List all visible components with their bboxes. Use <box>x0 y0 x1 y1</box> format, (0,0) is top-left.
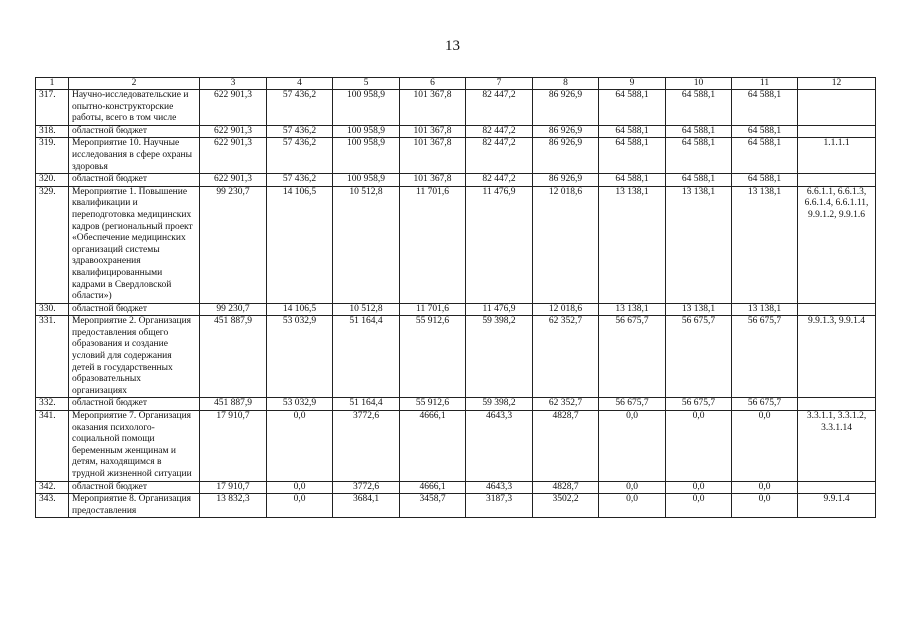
value-cell: 62 352,7 <box>533 316 599 398</box>
value-cell: 59 398,2 <box>466 316 533 398</box>
value-cell: 57 436,2 <box>267 138 333 174</box>
value-cell: 55 912,6 <box>400 316 466 398</box>
value-cell: 13 138,1 <box>732 303 798 316</box>
target-code-cell <box>798 90 876 126</box>
value-cell: 57 436,2 <box>267 90 333 126</box>
table-row <box>36 411 876 482</box>
value-cell: 3187,3 <box>466 494 533 518</box>
value-cell: 59 398,2 <box>466 398 533 411</box>
value-cell: 4666,1 <box>400 411 466 482</box>
value-cell: 100 958,9 <box>333 174 400 187</box>
value-cell: 3458,7 <box>400 494 466 518</box>
row-name-cell: областной бюджет <box>69 125 200 138</box>
target-code-cell: 6.6.1.1, 6.6.1.3, 6.6.1.4, 6.6.1.11, 9.9.1.2, 9.9.1.6 <box>798 186 876 303</box>
value-cell: 14 106,5 <box>267 303 333 316</box>
value-cell: 64 588,1 <box>666 90 732 126</box>
target-code-cell: 9.9.1.3, 9.9.1.4 <box>798 316 876 398</box>
value-cell: 86 926,9 <box>533 138 599 174</box>
value-cell: 56 675,7 <box>666 316 732 398</box>
row-number-cell: 332. <box>36 398 69 411</box>
value-cell: 0,0 <box>599 481 666 494</box>
column-number-header: 6 <box>400 78 466 90</box>
value-cell: 13 138,1 <box>599 303 666 316</box>
row-name-cell: Мероприятие 8. Организация предоставления <box>69 494 200 518</box>
value-cell: 82 447,2 <box>466 138 533 174</box>
table-row <box>36 174 876 187</box>
table-row <box>36 494 876 518</box>
value-cell: 3772,6 <box>333 481 400 494</box>
row-name-cell: областной бюджет <box>69 398 200 411</box>
value-cell: 13 138,1 <box>599 186 666 303</box>
value-cell: 3772,6 <box>333 411 400 482</box>
target-code-cell <box>798 398 876 411</box>
value-cell: 13 138,1 <box>666 303 732 316</box>
value-cell: 64 588,1 <box>599 90 666 126</box>
column-number-row <box>36 78 876 90</box>
value-cell: 101 367,8 <box>400 125 466 138</box>
value-cell: 101 367,8 <box>400 90 466 126</box>
value-cell: 17 910,7 <box>200 481 267 494</box>
value-cell: 64 588,1 <box>666 125 732 138</box>
value-cell: 64 588,1 <box>732 138 798 174</box>
value-cell: 64 588,1 <box>732 174 798 187</box>
value-cell: 62 352,7 <box>533 398 599 411</box>
value-cell: 10 512,8 <box>333 303 400 316</box>
value-cell: 86 926,9 <box>533 174 599 187</box>
value-cell: 56 675,7 <box>599 316 666 398</box>
value-cell: 11 701,6 <box>400 186 466 303</box>
page-number: 13 <box>445 38 460 54</box>
value-cell: 11 701,6 <box>400 303 466 316</box>
table-row <box>36 316 876 398</box>
row-name-cell: Мероприятие 7. Организация оказания психолого-социальной помощи беременным женщинам и детям, находящимся в трудной жизненной ситуации <box>69 411 200 482</box>
value-cell: 0,0 <box>267 494 333 518</box>
value-cell: 622 901,3 <box>200 125 267 138</box>
value-cell: 13 138,1 <box>666 186 732 303</box>
row-number-cell: 343. <box>36 494 69 518</box>
value-cell: 64 588,1 <box>732 125 798 138</box>
value-cell: 0,0 <box>599 411 666 482</box>
value-cell: 3502,2 <box>533 494 599 518</box>
value-cell: 53 032,9 <box>267 316 333 398</box>
table-row <box>36 125 876 138</box>
value-cell: 56 675,7 <box>599 398 666 411</box>
value-cell: 51 164,4 <box>333 316 400 398</box>
value-cell: 4666,1 <box>400 481 466 494</box>
value-cell: 622 901,3 <box>200 90 267 126</box>
value-cell: 51 164,4 <box>333 398 400 411</box>
target-code-cell: 1.1.1.1 <box>798 138 876 174</box>
value-cell: 4828,7 <box>533 411 599 482</box>
row-number-cell: 329. <box>36 186 69 303</box>
column-number-header: 12 <box>798 78 876 90</box>
value-cell: 0,0 <box>666 411 732 482</box>
value-cell: 3684,1 <box>333 494 400 518</box>
target-code-cell: 3.3.1.1, 3.3.1.2, 3.3.1.14 <box>798 411 876 482</box>
target-code-cell <box>798 174 876 187</box>
value-cell: 53 032,9 <box>267 398 333 411</box>
value-cell: 56 675,7 <box>666 398 732 411</box>
value-cell: 12 018,6 <box>533 186 599 303</box>
column-number-header: 11 <box>732 78 798 90</box>
column-number-header: 10 <box>666 78 732 90</box>
value-cell: 64 588,1 <box>732 90 798 126</box>
row-name-cell: Мероприятие 2. Организация предоставления общего образования и создание условий для содержания детей в государственных образовательных организациях <box>69 316 200 398</box>
value-cell: 0,0 <box>732 494 798 518</box>
target-code-cell <box>798 481 876 494</box>
value-cell: 64 588,1 <box>666 138 732 174</box>
value-cell: 4643,3 <box>466 481 533 494</box>
value-cell: 57 436,2 <box>267 125 333 138</box>
table-body <box>36 90 876 518</box>
value-cell: 56 675,7 <box>732 316 798 398</box>
row-number-cell: 320. <box>36 174 69 187</box>
value-cell: 451 887,9 <box>200 398 267 411</box>
value-cell: 64 588,1 <box>666 174 732 187</box>
budget-table <box>35 77 876 518</box>
value-cell: 99 230,7 <box>200 303 267 316</box>
value-cell: 14 106,5 <box>267 186 333 303</box>
value-cell: 13 832,3 <box>200 494 267 518</box>
row-number-cell: 342. <box>36 481 69 494</box>
value-cell: 64 588,1 <box>599 138 666 174</box>
value-cell: 0,0 <box>267 481 333 494</box>
column-number-header: 4 <box>267 78 333 90</box>
value-cell: 55 912,6 <box>400 398 466 411</box>
row-number-cell: 341. <box>36 411 69 482</box>
target-code-cell <box>798 125 876 138</box>
column-number-header: 3 <box>200 78 267 90</box>
value-cell: 86 926,9 <box>533 90 599 126</box>
column-number-header: 5 <box>333 78 400 90</box>
row-number-cell: 319. <box>36 138 69 174</box>
value-cell: 13 138,1 <box>732 186 798 303</box>
value-cell: 100 958,9 <box>333 90 400 126</box>
value-cell: 622 901,3 <box>200 138 267 174</box>
value-cell: 0,0 <box>666 481 732 494</box>
row-name-cell: областной бюджет <box>69 481 200 494</box>
row-name-cell: областной бюджет <box>69 303 200 316</box>
table-row <box>36 398 876 411</box>
row-name-cell: Мероприятие 1. Повышение квалификации и переподготовка медицинских кадров (региональный проект «Обеспечение медицинских организаций системы здравоохранения квалифицированными кадрами в Свердловской области») <box>69 186 200 303</box>
column-number-header: 7 <box>466 78 533 90</box>
value-cell: 57 436,2 <box>267 174 333 187</box>
target-code-cell: 9.9.1.4 <box>798 494 876 518</box>
value-cell: 101 367,8 <box>400 174 466 187</box>
value-cell: 82 447,2 <box>466 90 533 126</box>
value-cell: 0,0 <box>666 494 732 518</box>
value-cell: 0,0 <box>267 411 333 482</box>
value-cell: 451 887,9 <box>200 316 267 398</box>
row-number-cell: 330. <box>36 303 69 316</box>
row-name-cell: Научно-исследовательские и опытно-конструкторские работы, всего в том числе <box>69 90 200 126</box>
value-cell: 100 958,9 <box>333 138 400 174</box>
value-cell: 622 901,3 <box>200 174 267 187</box>
target-code-cell <box>798 303 876 316</box>
value-cell: 82 447,2 <box>466 125 533 138</box>
value-cell: 4643,3 <box>466 411 533 482</box>
value-cell: 4828,7 <box>533 481 599 494</box>
row-name-cell: областной бюджет <box>69 174 200 187</box>
value-cell: 0,0 <box>732 411 798 482</box>
value-cell: 10 512,8 <box>333 186 400 303</box>
column-number-header: 9 <box>599 78 666 90</box>
value-cell: 11 476,9 <box>466 303 533 316</box>
table-row <box>36 138 876 174</box>
value-cell: 86 926,9 <box>533 125 599 138</box>
value-cell: 99 230,7 <box>200 186 267 303</box>
value-cell: 0,0 <box>599 494 666 518</box>
value-cell: 12 018,6 <box>533 303 599 316</box>
value-cell: 100 958,9 <box>333 125 400 138</box>
table-row <box>36 481 876 494</box>
row-number-cell: 317. <box>36 90 69 126</box>
column-number-header: 8 <box>533 78 599 90</box>
value-cell: 82 447,2 <box>466 174 533 187</box>
value-cell: 17 910,7 <box>200 411 267 482</box>
value-cell: 64 588,1 <box>599 174 666 187</box>
column-number-header: 2 <box>69 78 200 90</box>
table-row <box>36 90 876 126</box>
row-number-cell: 318. <box>36 125 69 138</box>
table-row <box>36 303 876 316</box>
value-cell: 101 367,8 <box>400 138 466 174</box>
table-row <box>36 186 876 303</box>
value-cell: 0,0 <box>732 481 798 494</box>
value-cell: 64 588,1 <box>599 125 666 138</box>
value-cell: 56 675,7 <box>732 398 798 411</box>
column-number-header: 1 <box>36 78 69 90</box>
value-cell: 11 476,9 <box>466 186 533 303</box>
row-name-cell: Мероприятие 10. Научные исследования в сфере охраны здоровья <box>69 138 200 174</box>
row-number-cell: 331. <box>36 316 69 398</box>
